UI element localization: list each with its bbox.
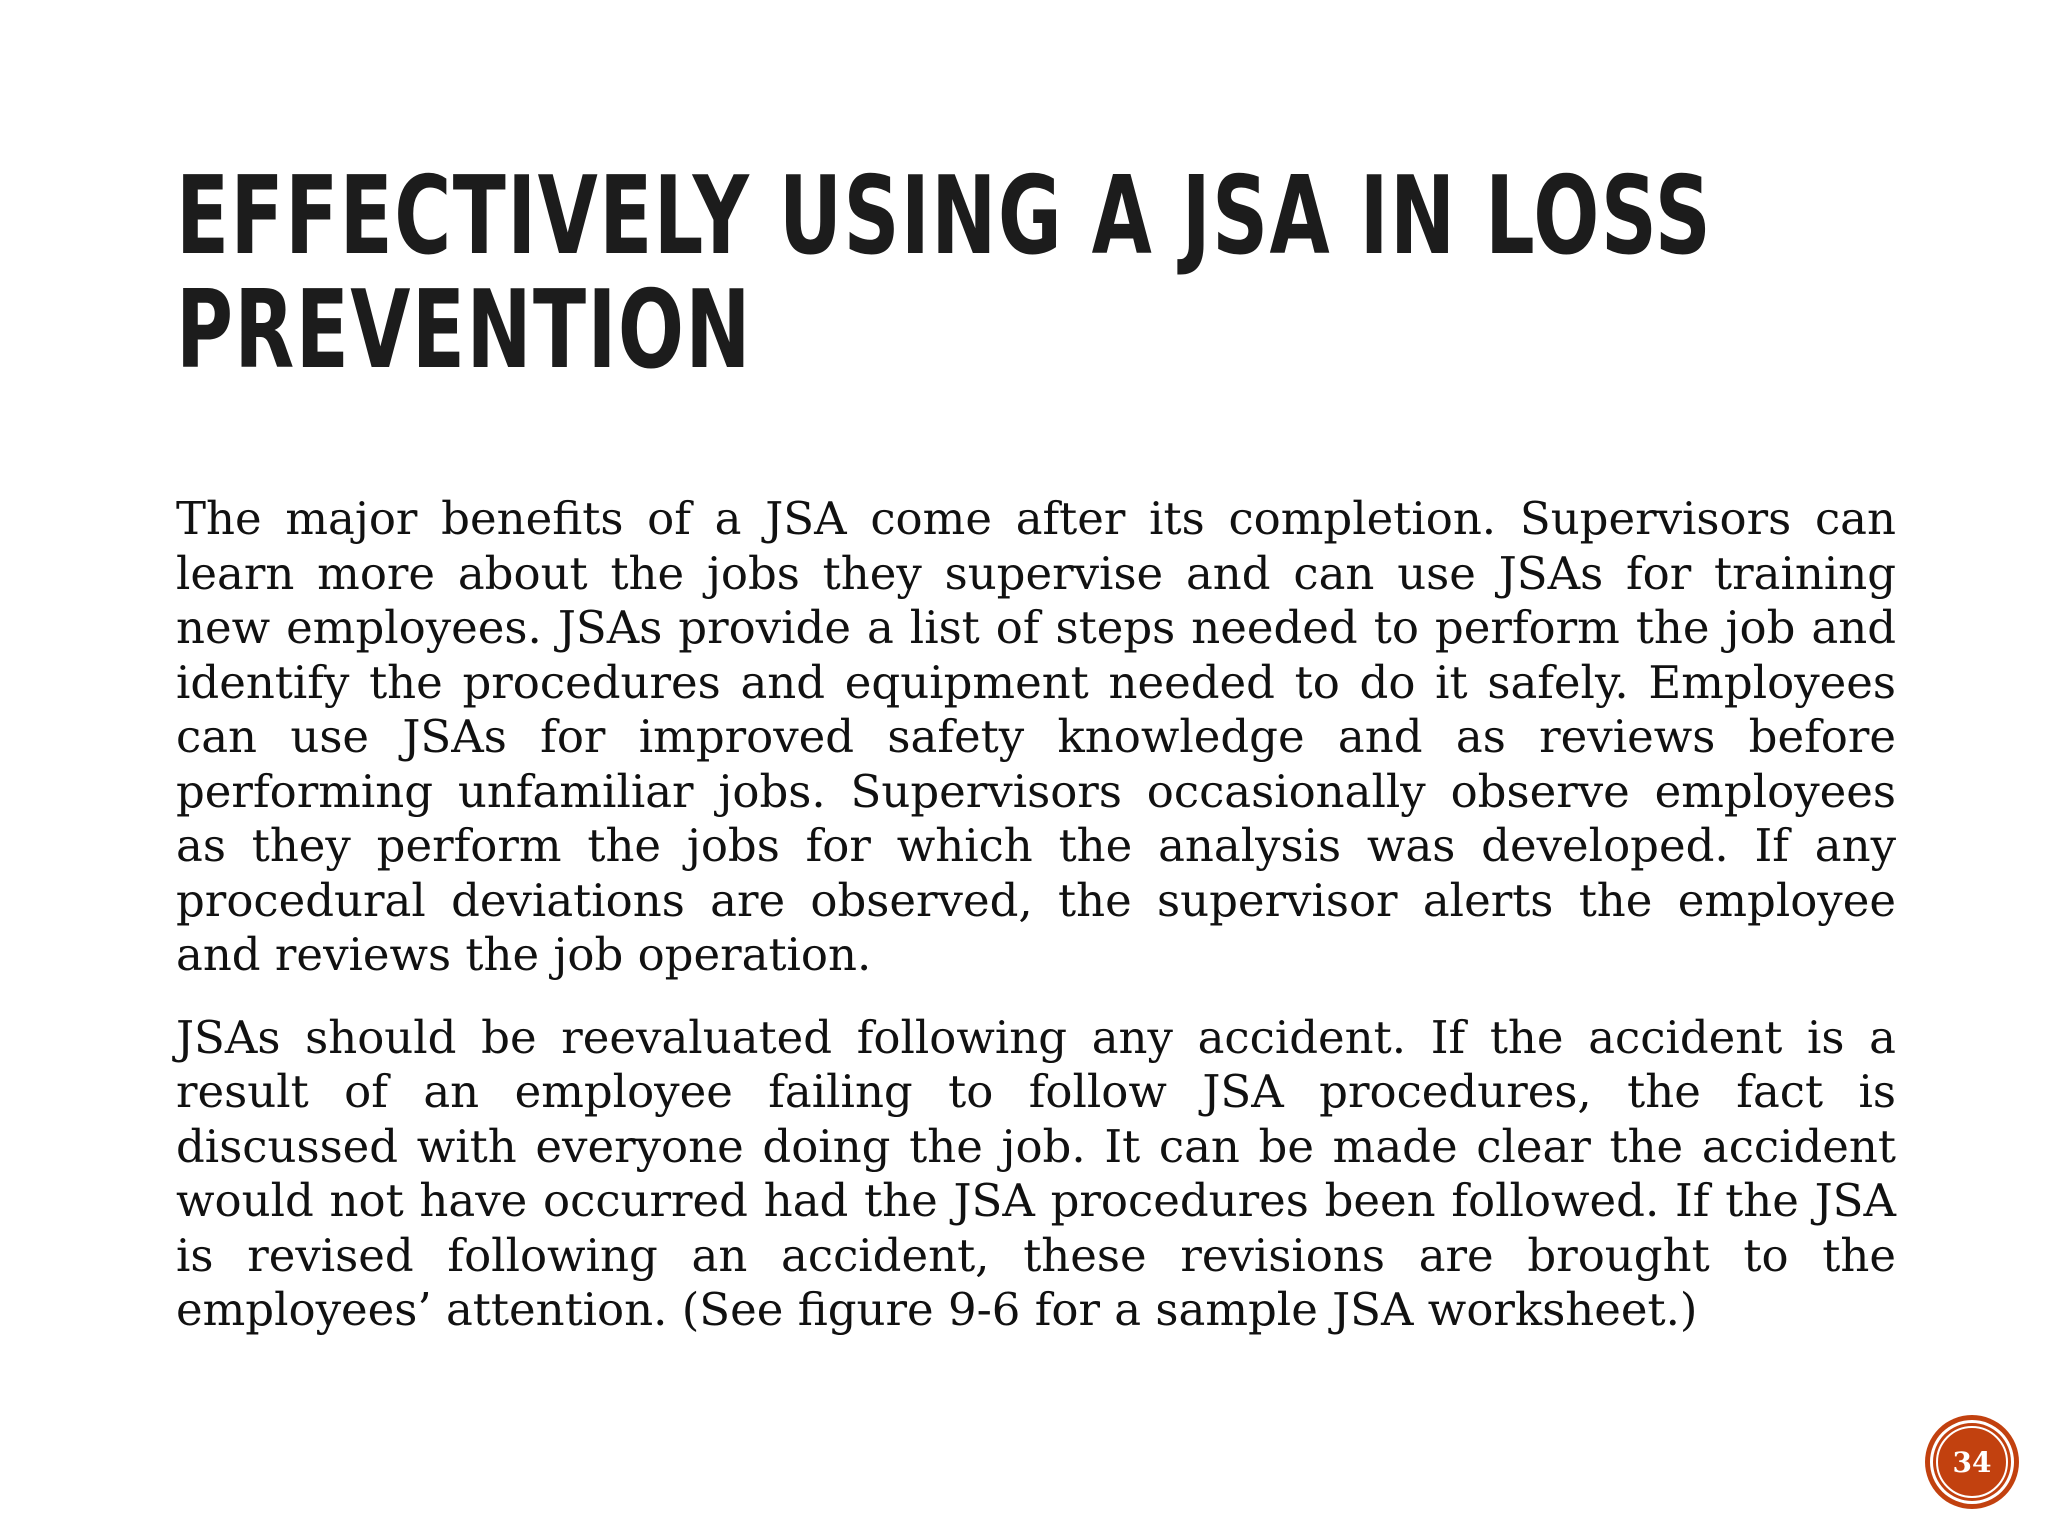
slide-title: EFFECTIVELY USING A JSA IN LOSS PREVENTION xyxy=(176,154,1713,393)
slide-body xyxy=(176,492,1896,1366)
page-number: 34 xyxy=(1952,1445,1992,1479)
body-paragraph-1: The major benefits of a JSA come after its completion. Supervisors can learn more about the jobs they supervise and can use JSAs for training new employees. JSAs provide a list of steps needed to perform the job and identify the procedures and equipment needed to do it safely. Employees can use JSAs for improved safety knowledge and as reviews before performing unfamiliar jobs. Supervisors occasionally observe employees as they perform the jobs for which the analysis was developed. If any procedural deviations are observed, the supervisor alerts the employee and reviews the job operation. xyxy=(176,492,1896,981)
page-number-badge xyxy=(1930,1420,2014,1504)
body-paragraph-2: JSAs should be reevaluated following any accident. If the accident is a result of an employee failing to follow JSA procedures, the fact is discussed with everyone doing the job. It can be made clear the accident would not have occurred had the JSA procedures been followed. If the JSA is revised following an accident, these revisions are brought to the employees’ attention. (See figure 9-6 for a sample JSA worksheet.) xyxy=(176,1010,1896,1336)
